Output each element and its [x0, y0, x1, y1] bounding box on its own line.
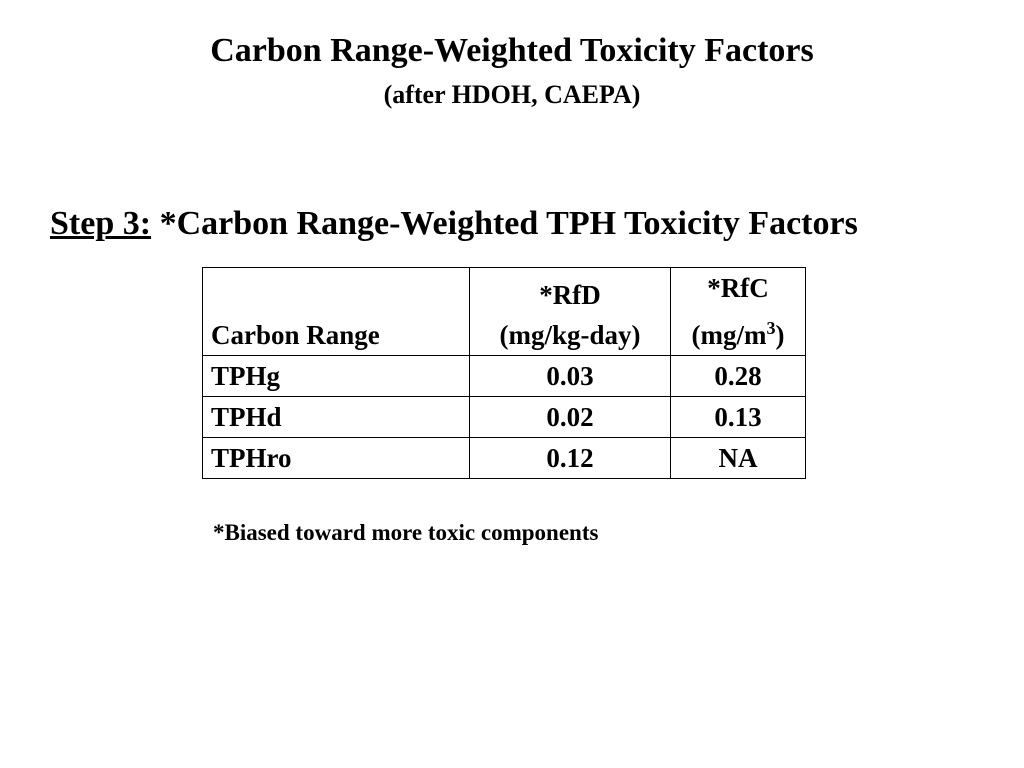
- table-row: [203, 356, 806, 397]
- cell-range: TPHd: [203, 397, 470, 438]
- cell-range: TPHg: [203, 356, 470, 397]
- table-header-row: [203, 268, 806, 356]
- step-heading: [50, 202, 1020, 246]
- cell-rfc: 0.28: [671, 356, 806, 397]
- header-rfc-unit-pre: (mg/m: [691, 320, 767, 350]
- header-rfc: [671, 268, 806, 356]
- header-rfd-label: *RfD: [539, 280, 601, 310]
- header-rfd-unit: (mg/kg-day): [499, 320, 641, 350]
- footnote: *Biased toward more toxic components: [213, 520, 599, 545]
- step-text: *Carbon Range-Weighted TPH Toxicity Factors: [151, 205, 858, 242]
- step-label: Step 3:: [50, 205, 152, 242]
- header-rfc-unit-post: ): [775, 320, 785, 350]
- header-carbon-range-label: Carbon Range: [211, 320, 380, 350]
- header-carbon-range: [203, 268, 470, 356]
- header-rfc-label: *RfC: [707, 273, 769, 303]
- cell-rfd: 0.12: [470, 438, 671, 479]
- slide-subtitle: (after HDOH, CAEPA): [383, 80, 641, 109]
- header-rfd: [470, 268, 671, 356]
- toxicity-factors-table: [202, 267, 806, 479]
- cell-rfc: NA: [671, 438, 806, 479]
- table-row: [203, 397, 806, 438]
- header-rfc-unit: [679, 308, 797, 355]
- table-row: [203, 438, 806, 479]
- cell-rfd: 0.03: [470, 356, 671, 397]
- cell-rfc: 0.13: [671, 397, 806, 438]
- cell-rfd: 0.02: [470, 397, 671, 438]
- cell-range: TPHro: [203, 438, 470, 479]
- slide-title: Carbon Range-Weighted Toxicity Factors: [210, 32, 814, 69]
- header-rfc-unit-sup: 3: [766, 318, 776, 338]
